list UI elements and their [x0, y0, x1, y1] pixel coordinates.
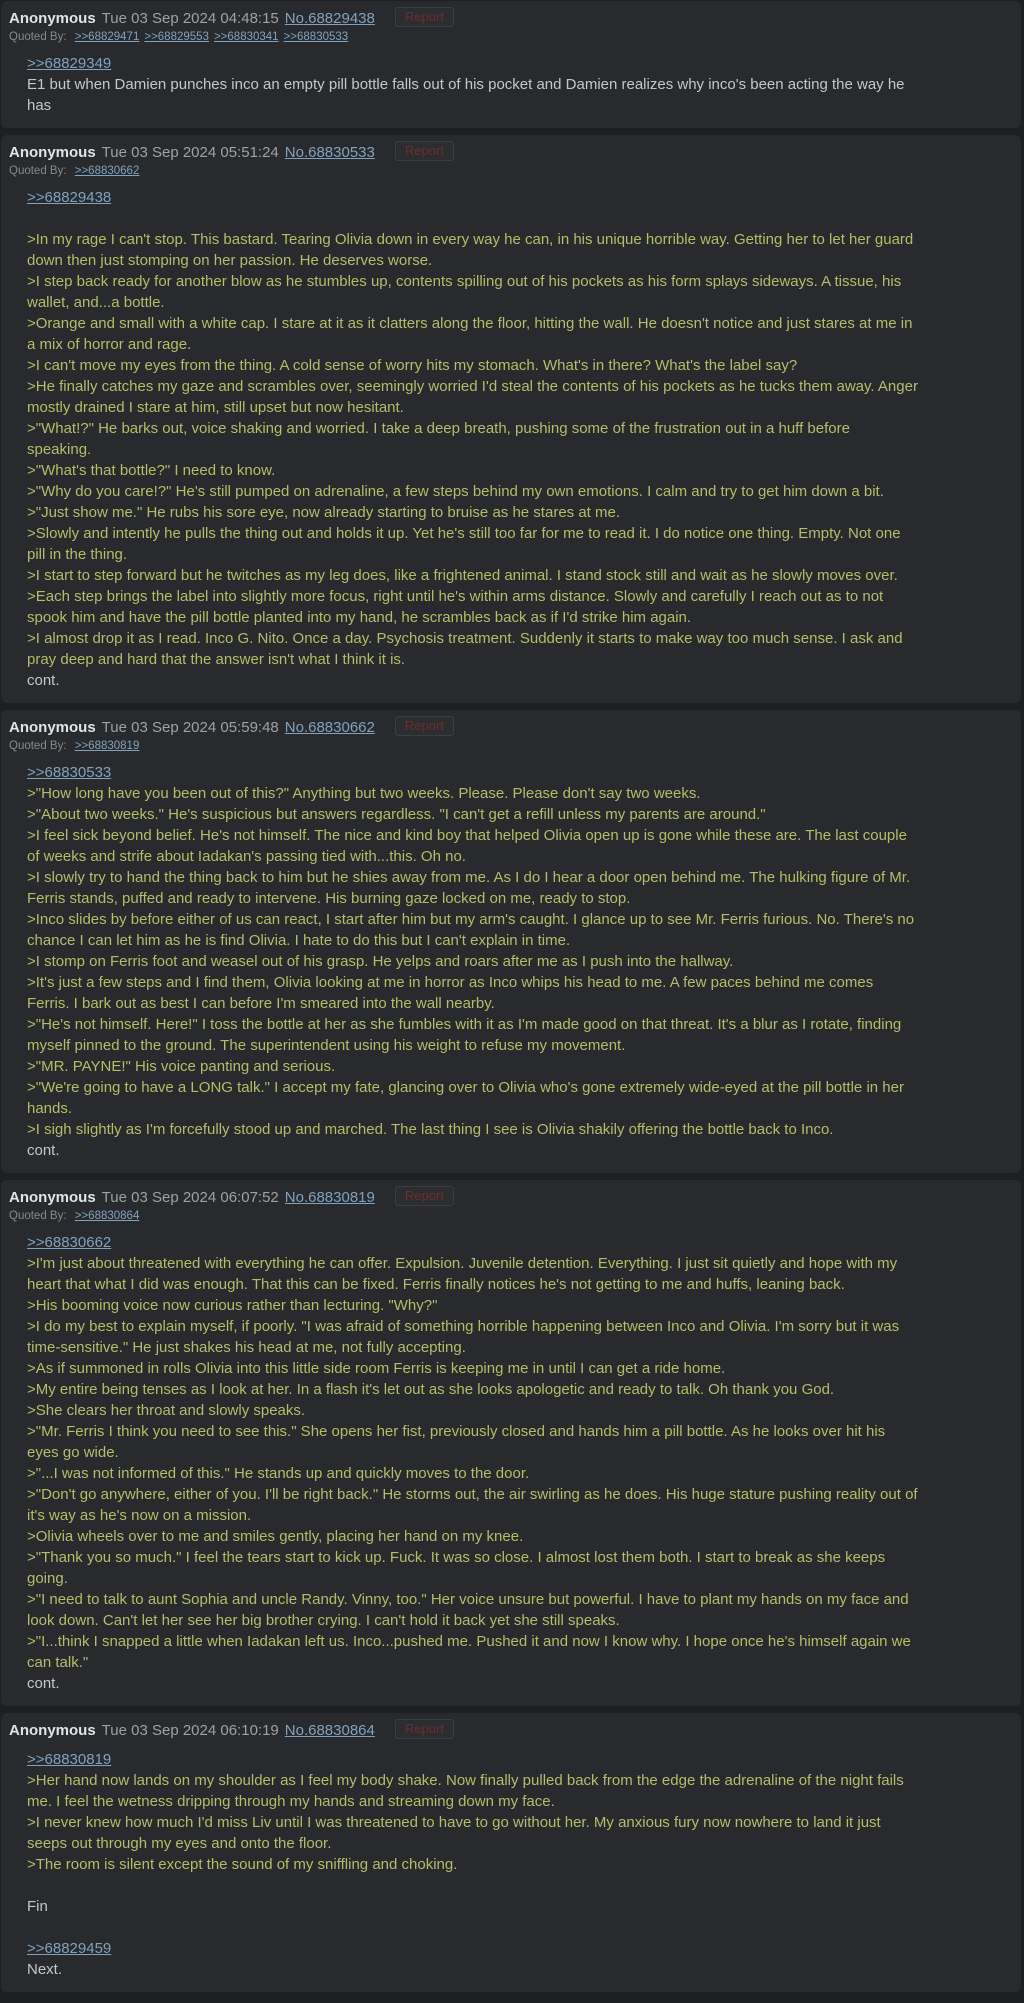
quoted-by-label: Quoted By:	[9, 740, 67, 752]
greentext-line: >"MR. PAYNE!" His voice panting and serious.	[27, 1058, 336, 1075]
greentext-line: >"Mr. Ferris I think you need to see this." She opens her fist, previously closed and hands him a pill bottle. As he looks over hit his eyes go wide.	[27, 1423, 886, 1461]
quoted-by-row	[9, 739, 1013, 753]
greentext-line: >"Why do you care!?" He's still pumped on adrenaline, a few steps behind my own emotions. I calm and try to get him down a bit.	[27, 483, 884, 500]
post	[1, 1180, 1021, 1706]
post	[1, 1, 1021, 128]
poster-name: Anonymous	[9, 1189, 96, 1206]
post-header	[9, 1719, 1013, 1740]
post-body	[27, 1749, 918, 1980]
quoted-by-row	[9, 1209, 1013, 1223]
report-button[interactable]: Report	[395, 716, 454, 736]
post-header	[9, 7, 1013, 28]
post-number-link[interactable]: No.68830819	[284, 1189, 375, 1206]
report-button[interactable]: Report	[395, 1186, 454, 1206]
greentext-line: >His booming voice now curious rather than lecturing. "Why?"	[27, 1297, 438, 1314]
post-header	[9, 141, 1013, 162]
post-header	[9, 716, 1013, 737]
text-line: Next.	[27, 1961, 63, 1978]
greentext-line: >I slowly try to hand the thing back to him but he shies away from me. As I do I hear a door open behind me. The hulking figure of Mr. Ferris stands, puffed and ready to intervene. His burning gaze locked on me, ready to stop.	[27, 869, 911, 907]
quote-link[interactable]: >>68829438	[27, 189, 112, 206]
poster-name: Anonymous	[9, 10, 96, 27]
greentext-line: >I do my best to explain myself, if poorly. "I was afraid of something horrible happening between Inco and Olivia. I'm sorry but it was time-sensitive." He just shakes his head at me, not fully accepting.	[27, 1318, 900, 1356]
post	[1, 135, 1021, 703]
quote-line	[27, 1232, 918, 1253]
greentext-line: >I almost drop it as I read. Inco G. Nito. Once a day. Psychosis treatment. Suddenly it starts to make way too much sense. I ask and pray deep and hard that the answer isn't what I think it is.	[27, 630, 903, 668]
greentext-line: >"I...think I snapped a little when Iadakan left us. Inco...pushed me. Pushed it and now I know why. I hope once he's himself again we can talk."	[27, 1633, 911, 1671]
quoted-by-label: Quoted By:	[9, 1210, 67, 1222]
greentext-line: >I step back ready for another blow as he stumbles up, contents spilling out of his pockets as his form splays sideways. A tissue, his wallet, and...a bottle.	[27, 273, 902, 311]
greentext-line: >She clears her throat and slowly speaks.	[27, 1402, 306, 1419]
greentext-line: >Olivia wheels over to me and smiles gently, placing her hand on my knee.	[27, 1528, 524, 1545]
greentext-line: >Her hand now lands on my shoulder as I feel my body shake. Now finally pulled back from the edge the adrenaline of the night fails me. I feel the wetness dripping through my hands and streaming down my face.	[27, 1772, 904, 1810]
post-body	[27, 53, 918, 116]
post-body	[27, 762, 918, 1161]
greentext-line: >The room is silent except the sound of my sniffling and choking.	[27, 1856, 458, 1873]
greentext-line: >"What's that bottle?" I need to know.	[27, 462, 276, 479]
backlink[interactable]: >>68830662	[74, 165, 140, 177]
text-line: Fin	[27, 1898, 48, 1915]
quote-link[interactable]: >>68830819	[27, 1751, 112, 1768]
greentext-line: >"We're going to have a LONG talk." I accept my fate, glancing over to Olivia who's gone extremely wide-eyed at the pill bottle in her hands.	[27, 1079, 904, 1117]
blank-line	[27, 208, 918, 229]
quote-line	[27, 1938, 918, 1959]
greentext-line: >I start to step forward but he twitches as my leg does, like a frightened animal. I stand stock still and wait as he slowly moves over.	[27, 567, 898, 584]
greentext-line: >I feel sick beyond belief. He's not himself. The nice and kind boy that helped Olivia open up is gone while these are. The last couple of weeks and strife about Iadakan's passing tied with...this. Oh no.	[27, 827, 907, 865]
quote-link[interactable]: >>68829349	[27, 55, 112, 72]
post-number-link[interactable]: No.68830864	[284, 1722, 375, 1739]
greentext-line: >Each step brings the label into slightly more focus, right until he's within arms distance. Slowly and carefully I reach out as to not spook him and have the pill bottle planted into my hand, he scrambles back as if I'd strike him again.	[27, 588, 884, 626]
greentext-line: >"I need to talk to aunt Sophia and uncle Randy. Vinny, too." Her voice unsure but powerful. I have to plant my hands on my face and look down. Can't let her see her big brother crying. I can't hold it back yet she still speaks.	[27, 1591, 909, 1629]
greentext-line: >"Don't go anywhere, either of you. I'll be right back." He storms out, the air swirling as he does. His huge stature pushing reality out of it's way as he's now on a mission.	[27, 1486, 918, 1524]
quote-link[interactable]: >>68830662	[27, 1234, 112, 1251]
greentext-line: >"What!?" He barks out, voice shaking and worried. I take a deep breath, pushing some of the frustration out in a huff before speaking.	[27, 420, 850, 458]
greentext-line: >As if summoned in rolls Olivia into this little side room Ferris is keeping me in until I can get a ride home.	[27, 1360, 726, 1377]
report-button[interactable]: Report	[395, 141, 454, 161]
greentext-line: >"Just show me." He rubs his sore eye, now already starting to bruise as he stares at me.	[27, 504, 621, 521]
backlink[interactable]: >>68830341	[213, 31, 279, 43]
blank-line	[27, 1875, 918, 1896]
text-line: cont.	[27, 1142, 60, 1159]
post-body	[27, 187, 918, 691]
greentext-line: >I'm just about threatened with everything he can offer. Expulsion. Juvenile detention. Everything. I just sit quietly and hope with my heart that what I did was enough. That this can be fixed. Ferris finally notices he's not getting to me and huffs, leaning back.	[27, 1255, 898, 1293]
greentext-line: >I can't move my eyes from the thing. A cold sense of worry hits my stomach. What's in there? What's the label say?	[27, 357, 798, 374]
text-line: cont.	[27, 1675, 60, 1692]
quote-link[interactable]: >>68829459	[27, 1940, 112, 1957]
post-header	[9, 1186, 1013, 1207]
poster-name: Anonymous	[9, 719, 96, 736]
greentext-line: >My entire being tenses as I look at her. In a flash it's let out as she looks apologetic and ready to talk. Oh thank you God.	[27, 1381, 835, 1398]
post-date: Tue 03 Sep 2024 05:51:24	[101, 144, 279, 161]
post-body	[27, 1232, 918, 1694]
quoted-by-label: Quoted By:	[9, 165, 67, 177]
quoted-by-label: Quoted By:	[9, 31, 67, 43]
post-number-link[interactable]: No.68830533	[284, 144, 375, 161]
greentext-line: >"How long have you been out of this?" Anything but two weeks. Please. Please don't say two weeks.	[27, 785, 701, 802]
quote-line	[27, 53, 918, 74]
report-button[interactable]: Report	[395, 7, 454, 27]
greentext-line: >I never knew how much I'd miss Liv until I was threatened to have to go without her. My anxious fury now nowhere to land it just seeps out through my eyes and onto the floor.	[27, 1814, 881, 1852]
quoted-by-row	[9, 164, 1013, 178]
greentext-line: >Orange and small with a white cap. I stare at it as it clatters along the floor, hitting the wall. He doesn't notice and just stares at me in a mix of horror and rage.	[27, 315, 913, 353]
quoted-by-row	[9, 30, 1013, 44]
blank-line	[27, 1917, 918, 1938]
greentext-line: >"He's not himself. Here!" I toss the bottle at her as she fumbles with it as I'm made good on that threat. It's a blur as I rotate, finding myself pinned to the ground. The superintendent using his weight to refuse my movement.	[27, 1016, 902, 1054]
quote-line	[27, 187, 918, 208]
text-line: E1 but when Damien punches inco an empty pill bottle falls out of his pocket and Damien realizes why inco's been acting the way he has	[27, 76, 905, 114]
greentext-line: >It's just a few steps and I find them, Olivia looking at me in horror as Inco whips his head to me. A few paces behind me comes Ferris. I bark out as best I can before I'm smeared into the wall nearby.	[27, 974, 874, 1012]
greentext-line: >"About two weeks." He's suspicious but answers regardless. "I can't get a refill unless my parents are around."	[27, 806, 766, 823]
post-date: Tue 03 Sep 2024 04:48:15	[101, 10, 279, 27]
greentext-line: >Inco slides by before either of us can react, I start after him but my arm's caught. I glance up to see Mr. Ferris furious. No. There's no chance I can let him as he is find Olivia. I hate to do this but I can't explain in time.	[27, 911, 915, 949]
post-date: Tue 03 Sep 2024 06:07:52	[101, 1189, 279, 1206]
backlink[interactable]: >>68830819	[74, 740, 140, 752]
report-button[interactable]: Report	[395, 1719, 454, 1739]
post-number-link[interactable]: No.68829438	[284, 10, 375, 27]
backlink[interactable]: >>68830864	[74, 1210, 140, 1222]
poster-name: Anonymous	[9, 144, 96, 161]
greentext-line: >"Thank you so much." I feel the tears start to kick up. Fuck. It was so close. I almost lost them both. I start to break as she keeps going.	[27, 1549, 886, 1587]
greentext-line: >"...I was not informed of this." He stands up and quickly moves to the door.	[27, 1465, 530, 1482]
post-date: Tue 03 Sep 2024 06:10:19	[101, 1722, 279, 1739]
greentext-line: >In my rage I can't stop. This bastard. Tearing Olivia down in every way he can, in his unique horrible way. Getting her to let her guard down then just stomping on her passion. He deserves worse.	[27, 231, 914, 269]
post-number-link[interactable]: No.68830662	[284, 719, 375, 736]
greentext-line: >I stomp on Ferris foot and weasel out of his grasp. He yelps and roars after me as I push into the hallway.	[27, 953, 734, 970]
post-date: Tue 03 Sep 2024 05:59:48	[101, 719, 279, 736]
poster-name: Anonymous	[9, 1722, 96, 1739]
backlink[interactable]: >>68829553	[144, 31, 209, 43]
backlink[interactable]: >>68830533	[283, 31, 349, 43]
greentext-line: >I sigh slightly as I'm forcefully stood up and marched. The last thing I see is Olivia shakily offering the bottle back to Inco.	[27, 1121, 834, 1138]
greentext-line: >He finally catches my gaze and scrambles over, seemingly worried I'd steal the contents of his pockets as he tucks them away. Anger mostly drained I stare at him, still upset but now hesitant.	[27, 378, 918, 416]
greentext-line: >Slowly and intently he pulls the thing out and holds it up. Yet he's still too far for me to read it. I do notice one thing. Empty. Not one pill in the thing.	[27, 525, 901, 563]
backlink[interactable]: >>68829471	[74, 31, 140, 43]
quote-line	[27, 1749, 918, 1770]
text-line: cont.	[27, 672, 60, 689]
quote-link[interactable]: >>68830533	[27, 764, 112, 781]
quote-line	[27, 762, 918, 783]
post	[1, 710, 1021, 1173]
post	[1, 1713, 1021, 1992]
